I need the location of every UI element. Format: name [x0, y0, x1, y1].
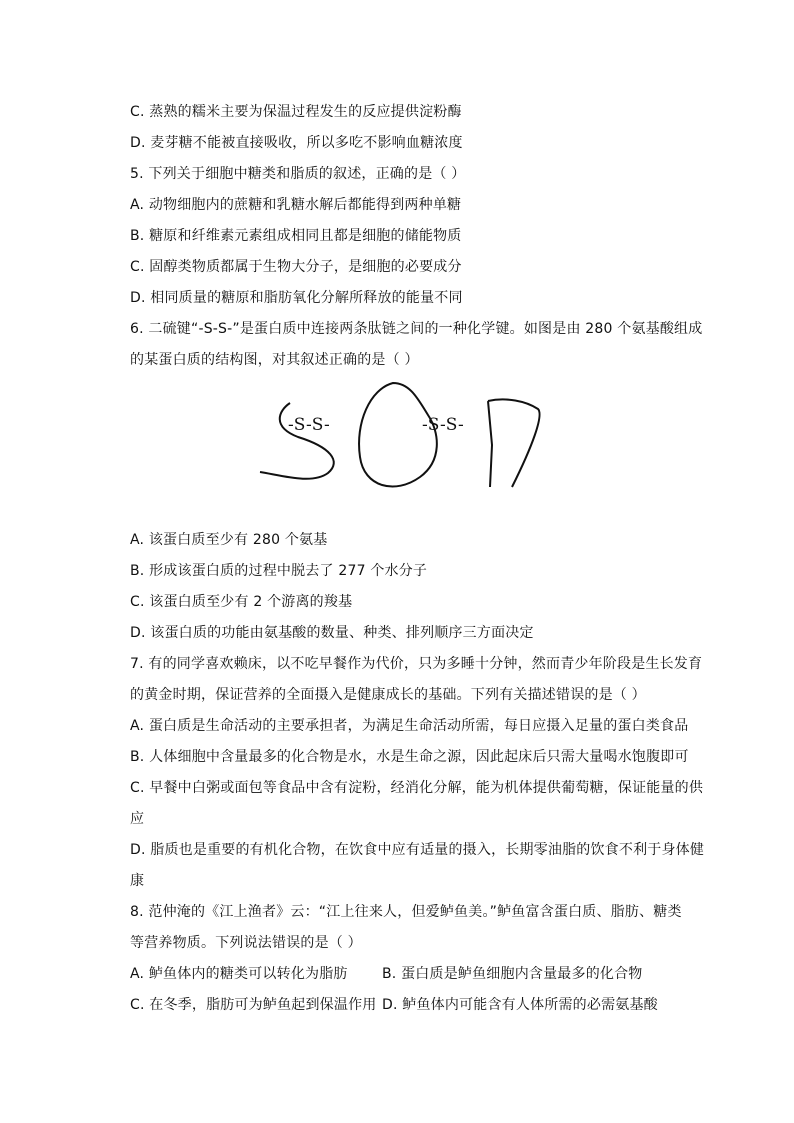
q7-option-d-line-1: D. 脂质也是重要的有机化合物，在饮食中应有适量的摄入，长期零油脂的饮食不利于身体健 — [130, 842, 705, 858]
q8-option-c: C. 在冬季，脂肪可为鲈鱼起到保温作用 — [130, 997, 377, 1013]
q8-option-b: B. 蛋白质是鲈鱼细胞内含量最多的化合物 — [382, 966, 643, 982]
q6-option-d: D. 该蛋白质的功能由氨基酸的数量、种类、排列顺序三方面决定 — [130, 625, 534, 641]
protein-structure-diagram — [250, 375, 550, 500]
question-7-line-2: 的黄金时期，保证营养的全面摄入是健康成长的基础。下列有关描述错误的是（ ） — [130, 687, 646, 703]
q5-option-b: B. 糖原和纤维素元素组成相同且都是细胞的储能物质 — [130, 228, 462, 244]
question-7-line-1: 7. 有的同学喜欢赖床，以不吃早餐作为代价，只为多睡十分钟，然而青少年阶段是生长发育 — [130, 656, 703, 672]
q6-option-b: B. 形成该蛋白质的过程中脱去了 277 个水分子 — [130, 563, 428, 579]
question-8-line-1: 8. 范仲淹的《江上渔者》云：“江上往来人，但爱鲈鱼美。”鲈鱼富含蛋白质、脂肪、糖类 — [130, 904, 682, 920]
disulfide-bond-right: -S-S- — [422, 415, 464, 435]
disulfide-bond-left: -S-S- — [288, 415, 330, 435]
q6-option-a: A. 该蛋白质至少有 280 个氨基 — [130, 532, 328, 548]
q8-option-d: D. 鲈鱼体内可能含有人体所需的必需氨基酸 — [382, 997, 658, 1013]
q5-option-c: C. 固醇类物质都属于生物大分子，是细胞的必要成分 — [130, 259, 462, 275]
q4-option-c: C. 蒸熟的糯米主要为保温过程发生的反应提供淀粉酶 — [130, 104, 462, 120]
q8-option-a: A. 鲈鱼体内的糖类可以转化为脂肪 — [130, 966, 348, 982]
peptide-chain-right — [488, 399, 540, 487]
q7-option-b: B. 人体细胞中含量最多的化合物是水，水是生命之源，因此起床后只需大量喝水饱腹即可 — [130, 749, 689, 765]
question-6-line-2: 的某蛋白质的结构图，对其叙述正确的是（ ） — [130, 352, 419, 368]
q4-option-d: D. 麦芽糖不能被直接吸收，所以多吃不影响血糖浓度 — [130, 135, 463, 151]
q5-option-a: A. 动物细胞内的蔗糖和乳糖水解后都能得到两种单糖 — [130, 197, 462, 213]
question-6-line-1: 6. 二硫键“-S-S-”是蛋白质中连接两条肽链之间的一种化学键。如图是由 280 个氨基酸组成 — [130, 321, 703, 337]
question-8-line-2: 等营养物质。下列说法错误的是（ ） — [130, 935, 362, 951]
q7-option-a: A. 蛋白质是生命活动的主要承担者，为满足生命活动所需，每日应摄入足量的蛋白类食品 — [130, 718, 689, 734]
q5-option-d: D. 相同质量的糖原和脂肪氧化分解所释放的能量不同 — [130, 290, 463, 306]
q6-option-c: C. 该蛋白质至少有 2 个游离的羧基 — [130, 594, 353, 610]
question-5: 5. 下列关于细胞中糖类和脂质的叙述，正确的是（ ） — [130, 166, 466, 182]
q7-option-c-line-2: 应 — [130, 811, 145, 827]
q7-option-c-line-1: C. 早餐中白粥或面包等食品中含有淀粉，经消化分解，能为机体提供葡萄糖，保证能量的供 — [130, 780, 704, 796]
q7-option-d-line-2: 康 — [130, 873, 145, 889]
